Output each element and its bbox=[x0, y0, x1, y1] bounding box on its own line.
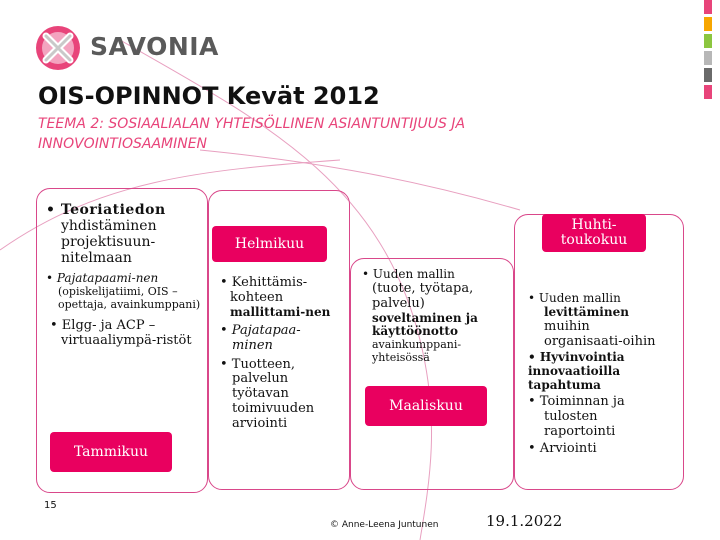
bullet-pajatapaa-rest: minen bbox=[232, 337, 273, 353]
bullet-pajatapaa: • Pajatapaa- bbox=[220, 322, 301, 338]
brand-logo-text: SAVONIA bbox=[90, 32, 219, 61]
bullet-uuden-mallin-rest: (tuote, työtapa, palvelu) bbox=[372, 280, 474, 311]
bullet-arviointi: • Arviointi bbox=[528, 440, 597, 456]
bullet-tuotteen: • Tuotteen, bbox=[220, 356, 296, 372]
stripe bbox=[704, 85, 712, 99]
stripe bbox=[704, 34, 712, 48]
slide-date: 19.1.2022 bbox=[486, 512, 563, 530]
bullet-levittaminen: levittäminen bbox=[544, 304, 629, 319]
bullet-teoriatiedon: • Teoriatiedon bbox=[46, 202, 166, 218]
bullet-tuotteen-rest: palvelun työtavan toimivuuden arviointi bbox=[232, 371, 315, 432]
bullet-avainkumppani: avainkumppani-yhteisössä bbox=[372, 338, 462, 364]
stripe bbox=[704, 68, 712, 82]
bullet-kehittamis: • Kehittämis- bbox=[220, 275, 308, 290]
helmikuu-content bbox=[220, 276, 348, 432]
tammikuu-content bbox=[46, 202, 204, 349]
bullet-kehittamis-bold: mallittami-nen bbox=[230, 304, 331, 319]
bullet-pajatapaaminen: • Pajatapaami-nen bbox=[46, 271, 159, 286]
bullet-muihin: muihin organisaati-oihin bbox=[544, 318, 656, 349]
copyright-text: © Anne-Leena Juntunen bbox=[330, 520, 439, 530]
slide-title: OIS-OPINNOT Kevät 2012 bbox=[38, 82, 380, 110]
stripe bbox=[704, 0, 712, 14]
brand-color-stripes bbox=[704, 0, 712, 100]
bullet-uuden-mallin-2: • Uuden mallin bbox=[528, 291, 621, 305]
bullet-elgg: • Elgg- ja ACP – bbox=[50, 318, 156, 334]
slide-subtitle: TEEMA 2: SOSIAALIALAN YHTEISÖLLINEN ASIANTUNTIJUUS JA INNOVOINTIOSAAMINEN bbox=[38, 116, 466, 152]
bullet-soveltaminen: soveltaminen ja käyttöönotto bbox=[372, 310, 478, 339]
maaliskuu-label: Maaliskuu bbox=[365, 386, 487, 426]
bullet-toiminnan-rest: tulosten raportointi bbox=[544, 408, 616, 439]
savonia-logo-icon bbox=[34, 24, 82, 72]
page-number: 15 bbox=[44, 500, 57, 511]
helmikuu-label: Helmikuu bbox=[212, 226, 327, 262]
bullet-elgg-rest: virtuaaliympä-ristöt bbox=[61, 333, 192, 349]
bullet-toiminnan: • Toiminnan ja bbox=[528, 393, 625, 409]
bullet-kehittamis-rest: kohteen bbox=[230, 289, 284, 305]
stripe bbox=[704, 17, 712, 31]
bullet-pajatapaaminen-detail: (opiskelijatiimi, OIS –opettaja, avainkumppani) bbox=[58, 285, 201, 311]
bullet-teoriatiedon-rest: yhdistäminen projektisuun-nitelmaan bbox=[61, 218, 157, 267]
maaliskuu-content bbox=[362, 268, 510, 365]
tammikuu-label: Tammikuu bbox=[50, 432, 172, 472]
huhtikuu-content bbox=[528, 292, 678, 457]
bullet-hyvinvointia: • Hyvinvointia innovaatioilla tapahtuma bbox=[528, 350, 625, 393]
stripe bbox=[704, 51, 712, 65]
huhtikuu-label: Huhti-toukokuu bbox=[542, 214, 646, 252]
bullet-uuden-mallin: • Uuden mallin bbox=[362, 267, 455, 281]
